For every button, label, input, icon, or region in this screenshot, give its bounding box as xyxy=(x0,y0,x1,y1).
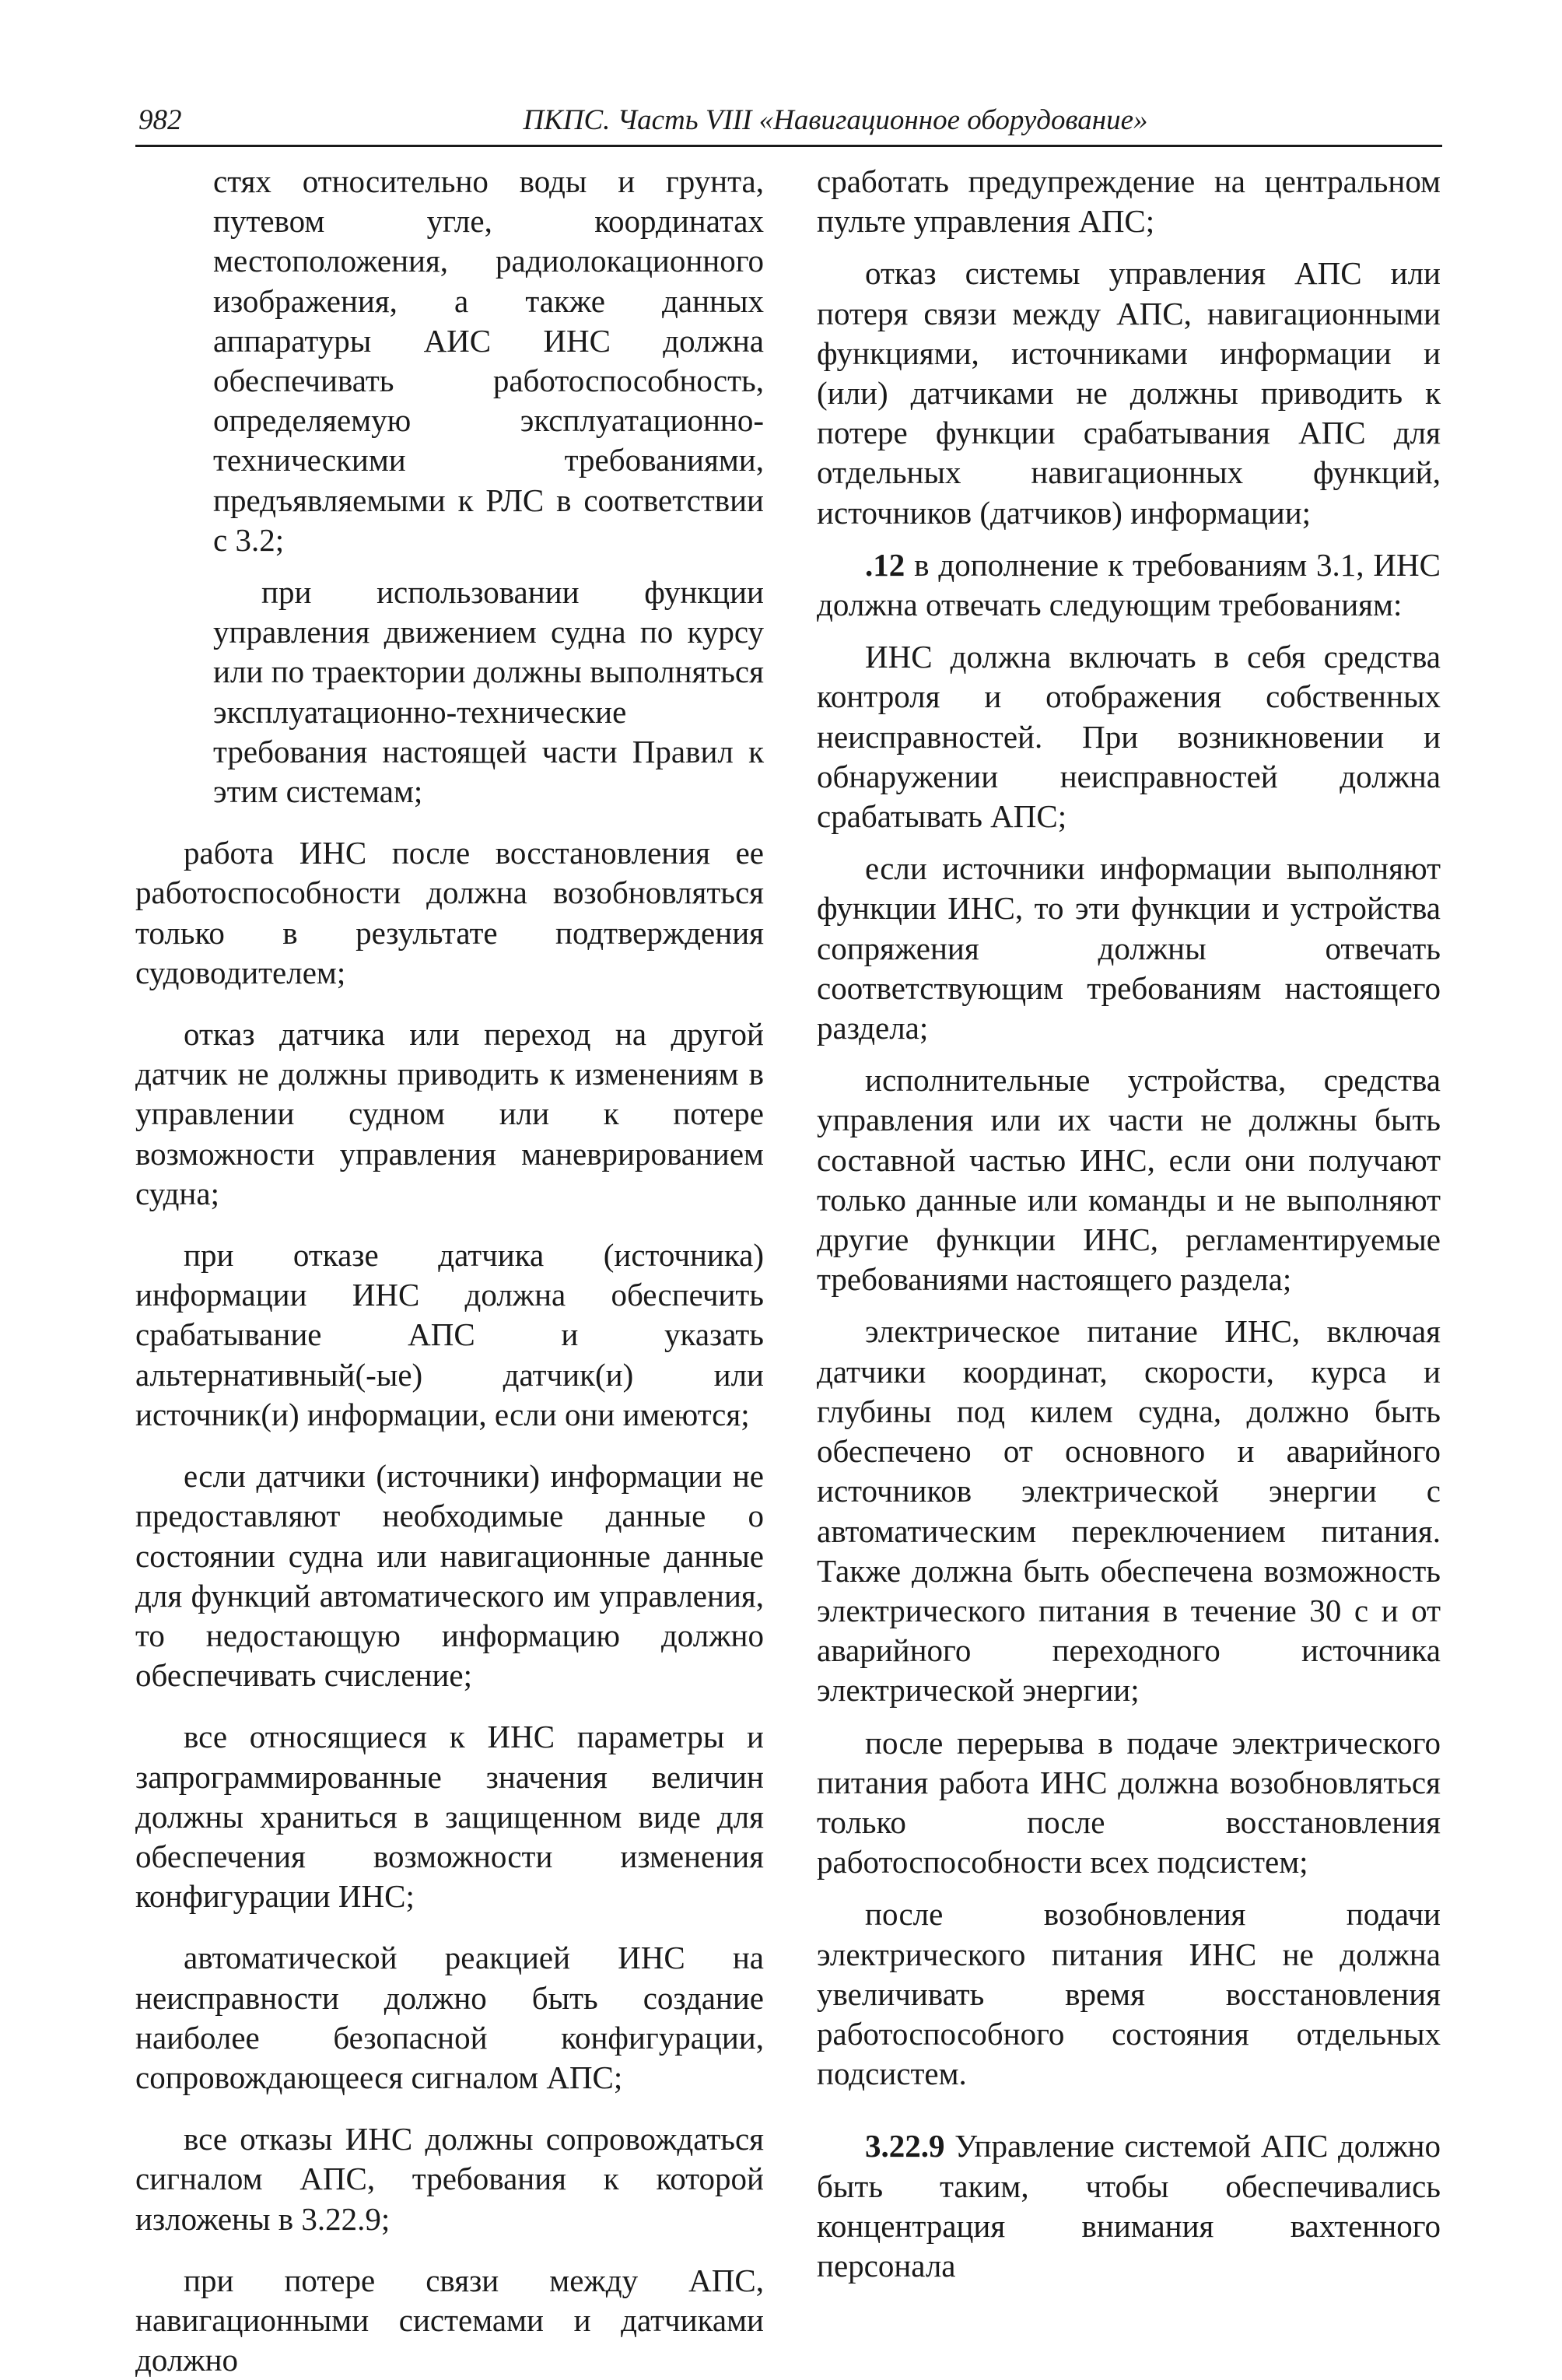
paragraph: при потере связи между АПС, навигационными системами и датчиками должно xyxy=(135,2262,764,2378)
item-number: .12 xyxy=(865,546,905,583)
paragraph: ИНС должна включать в себя средства контроля и отображения собственных неисправностей. При возникновении и обнаружении неисправностей должна срабатывать АПС; xyxy=(817,639,1441,835)
paragraph: исполнительные устройства, средства управления или их части не должны быть составной частью ИНС, если они получают только данные или команды и не выполняют другие функции ИНС, регламентируемые требованиями настоящего раздела; xyxy=(817,1062,1441,1298)
paragraph: стях относительно воды и грунта, путевом угле, координатах местоположения, радиолокационного изображения, а также данных аппаратуры АИС ИНС должна обеспечивать работоспособность, определяемую эксплуатационно-техническими требованиями, предъявляемыми к РЛС в соответствии с 3.2; xyxy=(213,163,764,558)
paragraph: при использовании функции управления движением судна по курсу или по траектории должны выполняться эксплуатационно-технические требования настоящей части Правил к этим системам; xyxy=(213,574,764,810)
paragraph-text: Управление системой АПС должно быть таким, чтобы обеспечивались концентрация внимания вахтенного персонала xyxy=(817,2128,1441,2284)
paragraph-text: в дополнение к требованиям 3.1, ИНС должна отвечать следующим требованиям: xyxy=(817,546,1441,623)
running-title: ПКПС. Часть VIII «Навигационное оборудование» xyxy=(523,104,1148,136)
section-paragraph xyxy=(817,2126,1441,2286)
paragraph: если источники информации выполняют функции ИНС, то эти функции и устройства сопряжения должны отвечать соответствующим требованиям настоящего раздела; xyxy=(817,850,1441,1046)
paragraph: если датчики (источники) информации не предоставляют необходимые данные о состоянии судна или навигационные данные для функций автоматического им управления, то недостающую информацию должно обеспечивать счисление; xyxy=(135,1458,764,1694)
left-column xyxy=(135,162,764,2380)
paragraph-numbered xyxy=(817,545,1441,625)
paragraph: при отказе датчика (источника) информации ИНС должна обеспечить срабатывание АПС и указать альтернативный(-ые) датчик(и) или источник(и) информации, если они имеются; xyxy=(135,1237,764,1432)
paragraph: автоматической реакцией ИНС на неисправности должно быть создание наиболее безопасной конфигурации, сопровождающееся сигналом АПС; xyxy=(135,1940,764,2095)
page-number: 982 xyxy=(138,104,182,136)
right-column xyxy=(817,162,1441,2286)
paragraph: работа ИНС после восстановления ее работоспособности должна возобновляться только в результате подтверждения судоводителем; xyxy=(135,835,764,990)
running-header xyxy=(135,100,1442,147)
paragraph: после возобновления подачи электрического питания ИНС не должна увеличивать время восстановления работоспособного состояния отдельных подсистем. xyxy=(817,1896,1441,2092)
paragraph: электрическое питание ИНС, включая датчики координат, скорости, курса и глубины под килем судна, должно быть обеспечено от основного и аварийного источников электрической энергии с автоматическим переключением питания. Также должна быть обеспечена возможность электрического питания в течение 30 с и от аварийного переходного источника электрической энергии; xyxy=(817,1313,1441,1709)
paragraph: сработать предупреждение на центральном пульте управления АПС; xyxy=(817,163,1441,240)
paragraph: все относящиеся к ИНС параметры и запрограммированные значения величин должны храниться в защищенном виде для обеспечения возможности изменения конфигурации ИНС; xyxy=(135,1719,764,1915)
paragraph: отказ датчика или переход на другой датчик не должны приводить к изменениям в управлении судном или к потере возможности управления маневрированием судна; xyxy=(135,1016,764,1211)
paragraph: отказ системы управления АПС или потеря связи между АПС, навигационными функциями, источниками информации и (или) датчиками не должны приводить к потере функции срабатывания АПС для отдельных навигационных функций, источников (датчиков) информации; xyxy=(817,255,1441,531)
paragraph: после перерыва в подаче электрического питания работа ИНС должна возобновляться только после восстановления работоспособности всех подсистем; xyxy=(817,1724,1441,1881)
paragraph: все отказы ИНС должны сопровождаться сигналом АПС, требования к которой изложены в 3.22.9; xyxy=(135,2121,764,2237)
section-number: 3.22.9 xyxy=(865,2128,945,2164)
